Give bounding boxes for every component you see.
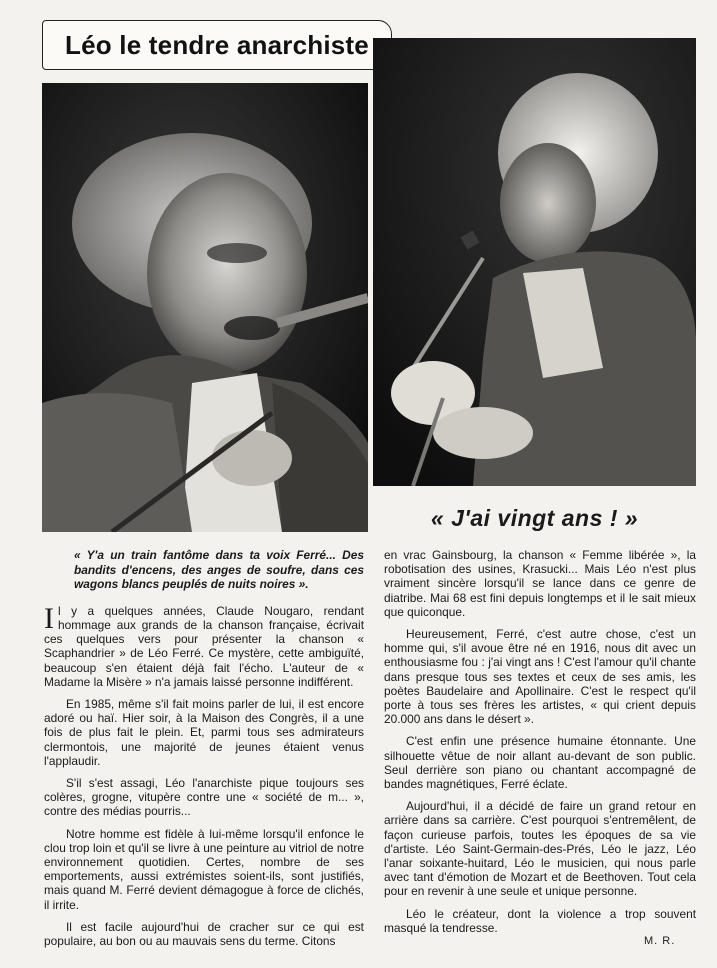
article-paragraph: C'est enfin une présence humaine étonnante. Une silhouette vêtue de noir allant au-devant de son public. Seul derrière son piano ou chantant accompagné de bandes magnétiques, Ferré éclate. <box>384 734 696 792</box>
article-paragraph: En 1985, même s'il fait moins parler de lui, il est encore adoré ou haï. Hier soir, à la Maison des Congrès, il a une fois de plus fait le plein. Et, parmi tous ses admirateurs clermontois, une majorité de jeunes étaient venus l'applaudir. <box>44 697 364 768</box>
article-paragraph: Heureusement, Ferré, c'est autre chose, c'est un homme qui, s'il avoue être né en 1916, nous dit avec un enthousiasme fou : j'ai vingt ans ! C'est l'amour qu'il chante dans presque tous ses textes et ceux de ses amis, les poètes Baudelaire and Apollinaire. C'est le respect qu'il porte à tous ses frères les artistes, « qui crient depuis 20.000 ans dans le désert ». <box>384 627 696 727</box>
article-paragraph: en vrac Gainsbourg, la chanson « Femme libérée », la robotisation des usines, Krasucki... Mais Léo n'est plus vraiment sincère lorsqu'il se lance dans ce genre de diatribe. Mai 68 est fini depuis longtemps et il le sait mieux que quiconque. <box>384 548 696 619</box>
headline: Léo le tendre anarchiste <box>65 29 369 60</box>
photo-singer-left <box>42 83 368 532</box>
dropcap: I <box>44 601 54 635</box>
photo-singer-left-image <box>42 83 368 532</box>
article-paragraph: Il y a quelques années, Claude Nougaro, rendant hommage aux grands de la chanson française, écrivait ces quelques vers pour présenter la chanson « Scaphandrier » de Léo Ferré. Ce mystère, cette ambiguïté, beaucoup s'en étaient déjà fait l'écho. L'auteur de « Madame la Misère » n'a jamais laissé personne indifférent. <box>44 601 364 689</box>
photo-singer-right-image <box>373 38 696 486</box>
headline-box <box>42 20 392 70</box>
article-paragraph: Notre homme est fidèle à lui-même lorsqu'il enfonce le clou trop loin et qu'il se livre à une peinture au vitriol de notre environnement quotidien. Certes, nombre de ses emportements, aussi extrémistes soient-ils, sont justifiés, mais quand M. Ferré devient démagogue à force de clichés, il irrite. <box>44 826 364 912</box>
article-paragraph: S'il s'est assagi, Léo l'anarchiste pique toujours ses colères, grogne, vitupère contre une « société de m... », contre des médias pourris... <box>44 776 364 819</box>
lead-quote: « Y'a un train fantôme dans ta voix Ferré... Des bandits d'encens, des anges de soufre, dans ces wagons blancs peuplés de nuits noires ». <box>74 548 364 592</box>
article-column-left <box>44 548 364 956</box>
article-paragraph: Aujourd'hui, il a décidé de faire un grand retour en arrière dans sa carrière. C'est pourquoi s'entremêlent, de façon curieuse parfois, toutes les époques de sa vie d'artiste. Léo Saint-Germain-des-Prés, Léo le jazz, Léo l'anar soixante-huitard, Léo le musicien, qui nous parle avec tant d'émotion de Mozart et de Beethoven. Tout cela pour en revenir à une seule et unique personne. <box>384 799 696 899</box>
article-column-right <box>384 548 696 943</box>
pull-quote: « J'ai vingt ans ! » <box>430 505 639 531</box>
author-signature: M. R. <box>644 935 676 947</box>
article-paragraph: Il est facile aujourd'hui de cracher sur ce qui est populaire, au bon ou au mauvais sens du terme. Citons <box>44 919 364 949</box>
article-paragraph: Léo le créateur, dont la violence a trop souvent masqué la tendresse. <box>384 906 696 935</box>
photo-singer-right <box>373 38 696 486</box>
